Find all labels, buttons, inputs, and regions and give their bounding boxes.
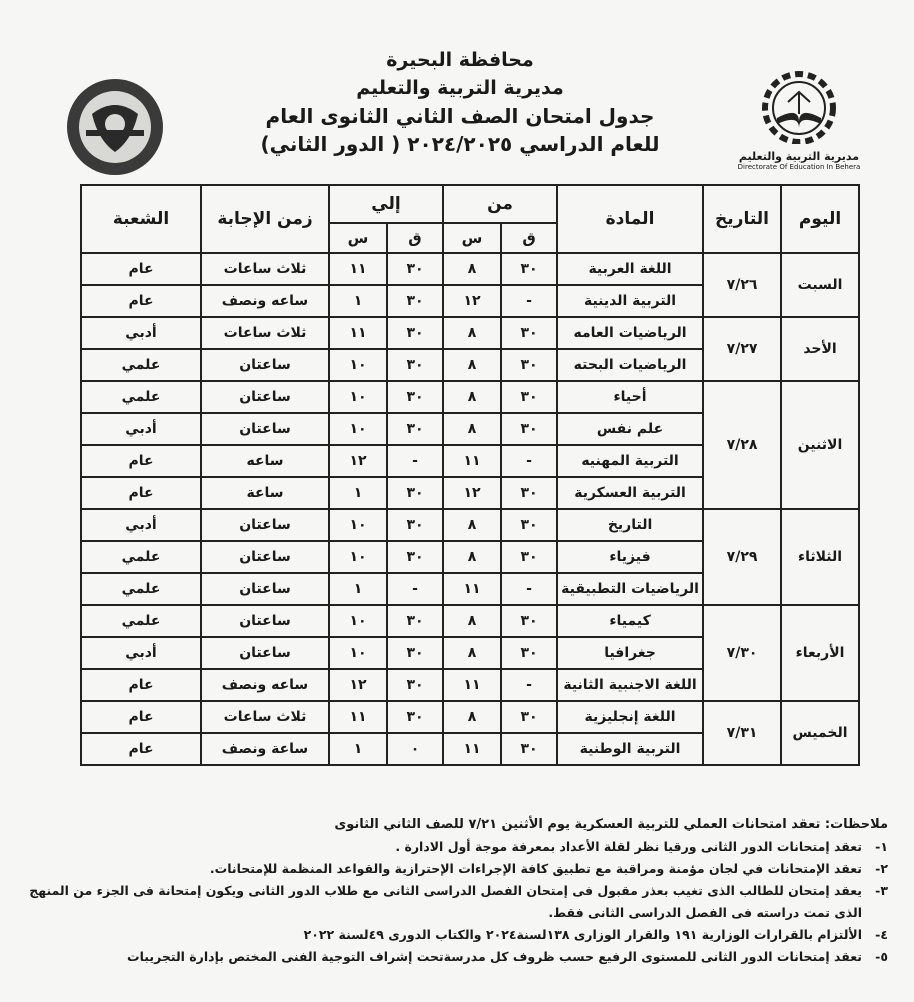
subject-cell: علم نفس [557,413,703,445]
duration-cell: ساعه ونصف [201,285,329,317]
from-hour-cell: ٨ [443,349,501,381]
duration-cell: ساعة ونصف [201,733,329,765]
duration-cell: ساعه ونصف [201,669,329,701]
from-hour-cell: ١١ [443,733,501,765]
day-cell: الأحد [781,317,859,381]
from-hour-cell: ١٢ [443,285,501,317]
duration-cell: ساعتان [201,349,329,381]
header-day: اليوم [781,185,859,253]
schedule-body [81,253,859,765]
header-from: من [443,185,557,223]
to-minute-cell: - [387,573,443,605]
from-hour-cell: ٨ [443,541,501,573]
header-duration: زمن الإجابة [201,185,329,253]
duration-cell: ساعتان [201,573,329,605]
header-to-minute: ق [387,223,443,253]
seal-logo [62,74,168,180]
note-text: تعقد إمتحانات الدور الثانى للمستوى الرفيع حسب ظروف كل مدرسةتحت إشراف التوجية الفنى المختص بإدارة التجريبات [127,949,862,964]
note-item [28,836,888,858]
subject-cell: أحياء [557,381,703,413]
date-cell: ٧/٣٠ [703,605,781,701]
subject-cell: التاريخ [557,509,703,541]
branch-cell: عام [81,285,201,317]
document-header [200,46,720,158]
duration-cell: ساعة [201,477,329,509]
duration-cell: ساعتان [201,541,329,573]
branch-cell: عام [81,669,201,701]
header-from-hour: س [443,223,501,253]
note-number: ٣- [875,883,888,898]
branch-cell: عام [81,445,201,477]
duration-cell: ساعتان [201,381,329,413]
note-item [28,858,888,880]
to-hour-cell: ١٠ [329,413,387,445]
to-minute-cell: ٣٠ [387,381,443,413]
to-hour-cell: ١١ [329,701,387,733]
to-hour-cell: ١٠ [329,605,387,637]
to-minute-cell: ٣٠ [387,413,443,445]
gear-book-icon [744,66,854,144]
governorate-title: محافظة البحيرة [386,49,534,71]
to-minute-cell: ٣٠ [387,541,443,573]
to-hour-cell: ١٠ [329,509,387,541]
day-cell: الاثنين [781,381,859,509]
from-minute-cell: ٣٠ [501,413,557,445]
table-row [81,317,859,349]
table-row [81,381,859,413]
to-minute-cell: ٣٠ [387,701,443,733]
from-minute-cell: ٣٠ [501,541,557,573]
to-hour-cell: ١ [329,733,387,765]
subject-cell: كيمياء [557,605,703,637]
header-row [81,185,859,223]
table-row [81,605,859,637]
branch-cell: عام [81,733,201,765]
to-minute-cell: ٣٠ [387,285,443,317]
date-cell: ٧/٢٩ [703,509,781,605]
note-item [28,880,888,924]
from-minute-cell: ٣٠ [501,317,557,349]
exam-schedule-table [80,184,860,766]
subject-cell: التربية العسكرية [557,477,703,509]
branch-cell: أدبي [81,413,201,445]
from-hour-cell: ٨ [443,381,501,413]
duration-cell: ساعه [201,445,329,477]
note-number: ٥- [875,949,888,964]
to-minute-cell: ٣٠ [387,605,443,637]
to-hour-cell: ١٠ [329,637,387,669]
table-row [81,509,859,541]
from-hour-cell: ١١ [443,669,501,701]
header-to-hour: س [329,223,387,253]
subject-cell: اللغة إنجليزية [557,701,703,733]
to-minute-cell: ٣٠ [387,253,443,285]
subject-cell: الرياضيات البحته [557,349,703,381]
to-hour-cell: ١ [329,573,387,605]
to-hour-cell: ١٠ [329,381,387,413]
branch-cell: عام [81,253,201,285]
subject-cell: فيزياء [557,541,703,573]
duration-cell: ساعتان [201,509,329,541]
directorate-title: مديرية التربية والتعليم [356,77,564,99]
from-minute-cell: - [501,445,557,477]
seal-icon [62,74,168,180]
to-minute-cell: ٣٠ [387,349,443,381]
note-text: تعقد إمتحانات الدور الثانى ورقيا نظر لقلة الأعداد بمعرفة موجة أول الادارة . [395,839,862,854]
to-hour-cell: ١ [329,285,387,317]
notes-heading: ملاحظات: تعقد امتحانات العملي للتربية العسكرية يوم الأثنين ٧/٢١ للصف الثاني الثانوى [334,817,888,832]
branch-cell: علمي [81,605,201,637]
from-minute-cell: ٣٠ [501,349,557,381]
to-minute-cell: ٣٠ [387,509,443,541]
from-minute-cell: ٣٠ [501,701,557,733]
note-text: تعقد الإمتحانات في لجان مؤمنة ومراقبة مع تطبيق كافة الإجراءات الإحترازية والقواعد المنظمة للإمتحانات. [209,861,862,876]
notes-list [28,836,888,968]
branch-cell: أدبي [81,637,201,669]
from-hour-cell: ١١ [443,573,501,605]
date-cell: ٧/٣١ [703,701,781,765]
to-minute-cell: ٣٠ [387,669,443,701]
note-number: ٤- [875,927,888,942]
note-text: يعقد إمتحان للطالب الذى تغيب بعذر مقبول فى إمتحان الفصل الدراسى الثانى مع طلاب الدور الثانى ويكون إمتحانة فى الجزء من المنهج الذى تمت دراسته فى الفصل الدراسى الثانى فقط. [29,883,862,920]
day-cell: السبت [781,253,859,317]
to-hour-cell: ١١ [329,253,387,285]
date-cell: ٧/٢٧ [703,317,781,381]
subject-cell: اللغة الاجنبية الثانية [557,669,703,701]
from-minute-cell: ٣٠ [501,605,557,637]
to-minute-cell: ٣٠ [387,637,443,669]
from-minute-cell: ٣٠ [501,253,557,285]
header-from-minute: ق [501,223,557,253]
to-hour-cell: ١٠ [329,541,387,573]
subject-cell: التربية المهنيه [557,445,703,477]
duration-cell: ساعتان [201,413,329,445]
subject-cell: التربية الوطنية [557,733,703,765]
from-hour-cell: ٨ [443,605,501,637]
date-cell: ٧/٢٦ [703,253,781,317]
table-row [81,701,859,733]
note-number: ٢- [875,861,888,876]
branch-cell: عام [81,477,201,509]
duration-cell: ثلاث ساعات [201,317,329,349]
from-minute-cell: ٣٠ [501,477,557,509]
logo-caption-ar: مديرية التربية والتعليم [738,150,860,163]
from-minute-cell: ٣٠ [501,509,557,541]
branch-cell: علمي [81,541,201,573]
from-minute-cell: - [501,669,557,701]
logo-caption-en: Directorate Of Education In Behera [737,163,861,171]
branch-cell: علمي [81,349,201,381]
branch-cell: عام [81,701,201,733]
subject-cell: التربية الدينية [557,285,703,317]
duration-cell: ثلاث ساعات [201,253,329,285]
note-item [28,946,888,968]
from-minute-cell: ٣٠ [501,381,557,413]
branch-cell: أدبي [81,317,201,349]
to-minute-cell: ٠ [387,733,443,765]
branch-cell: أدبي [81,509,201,541]
from-hour-cell: ١١ [443,445,501,477]
subject-cell: الرياضيات التطبيقية [557,573,703,605]
header-date: التاريخ [703,185,781,253]
exam-title: جدول امتحان الصف الثاني الثانوى العام [265,104,655,128]
notes-section [28,814,888,968]
header-branch: الشعبة [81,185,201,253]
from-hour-cell: ٨ [443,701,501,733]
from-minute-cell: ٣٠ [501,637,557,669]
table-row [81,253,859,285]
duration-cell: ساعتان [201,605,329,637]
from-hour-cell: ١٢ [443,477,501,509]
branch-cell: علمي [81,573,201,605]
directorate-logo [734,66,864,176]
to-minute-cell: ٣٠ [387,477,443,509]
to-hour-cell: ١٢ [329,445,387,477]
date-cell: ٧/٢٨ [703,381,781,509]
note-item [28,924,888,946]
day-cell: الثلاثاء [781,509,859,605]
day-cell: الأربعاء [781,605,859,701]
subject-cell: الرياضيات العامه [557,317,703,349]
to-hour-cell: ١٢ [329,669,387,701]
from-hour-cell: ٨ [443,413,501,445]
to-hour-cell: ١٠ [329,349,387,381]
duration-cell: ثلاث ساعات [201,701,329,733]
from-hour-cell: ٨ [443,509,501,541]
from-hour-cell: ٨ [443,317,501,349]
header-to: إلي [329,185,443,223]
branch-cell: علمي [81,381,201,413]
to-minute-cell: ٣٠ [387,317,443,349]
from-hour-cell: ٨ [443,253,501,285]
from-minute-cell: ٣٠ [501,733,557,765]
to-hour-cell: ١ [329,477,387,509]
from-minute-cell: - [501,573,557,605]
duration-cell: ساعتان [201,637,329,669]
to-hour-cell: ١١ [329,317,387,349]
to-minute-cell: - [387,445,443,477]
header-subject: المادة [557,185,703,253]
subject-cell: جغرافيا [557,637,703,669]
day-cell: الخميس [781,701,859,765]
academic-year: للعام الدراسي ٢٠٢٤/٢٠٢٥ ( الدور الثاني) [260,132,660,156]
subject-cell: اللغة العربية [557,253,703,285]
from-hour-cell: ٨ [443,637,501,669]
note-text: الألتزام بالقرارات الوزارية ١٩١ والقرار الوزارى ١٣٨لسنة٢٠٢٤ والكتاب الدورى ٤٩لسنة ٢٠٢٢ [303,927,862,942]
from-minute-cell: - [501,285,557,317]
note-number: ١- [875,839,888,854]
